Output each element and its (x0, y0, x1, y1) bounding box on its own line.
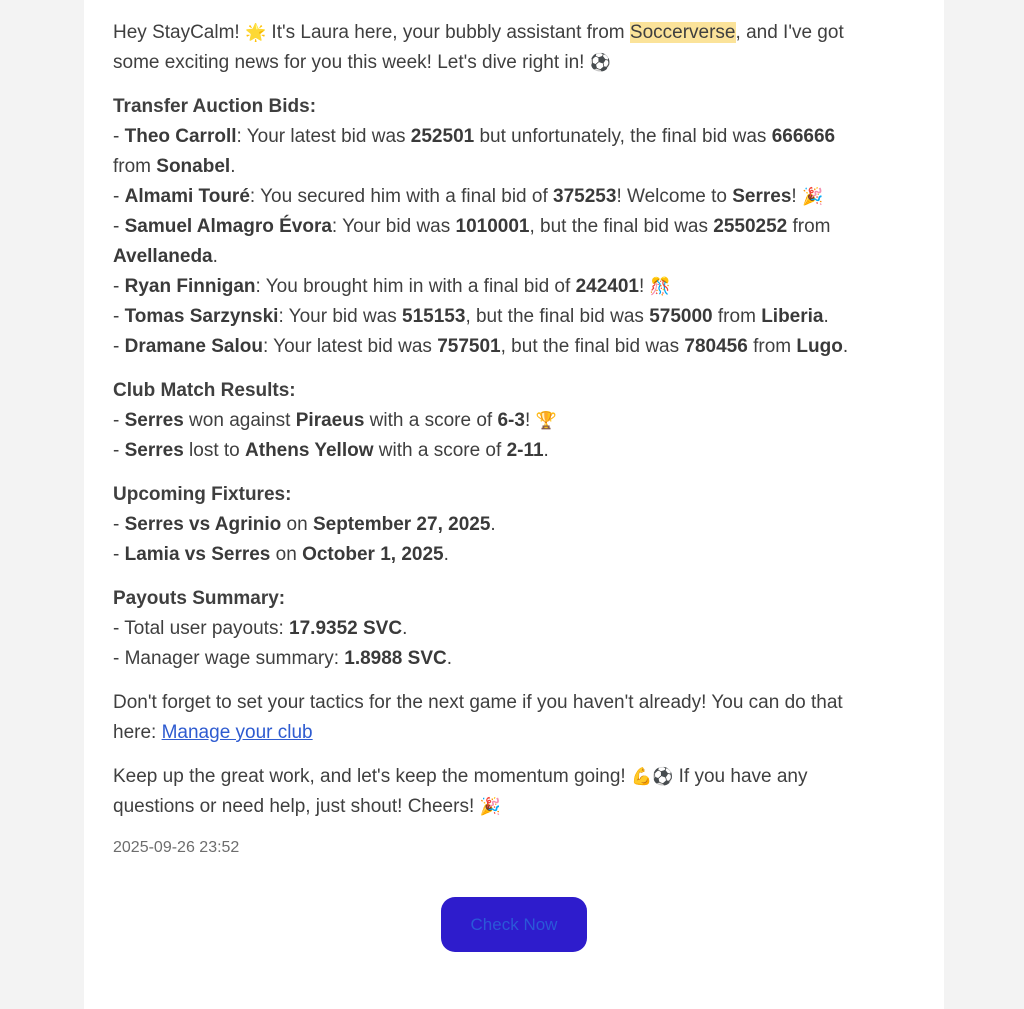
text: , but the final bid was (465, 306, 650, 327)
opponent-name: Athens Yellow (245, 440, 374, 461)
payout-value: 1.8988 SVC (344, 648, 447, 669)
flexed-biceps-soccer-ball-icon: 💪⚽ (631, 767, 674, 786)
text: . (543, 440, 549, 461)
dash: - (113, 216, 125, 237)
club-name: Liberia (761, 306, 824, 327)
intro-paragraph (113, 18, 903, 78)
intro-line-1 (113, 22, 844, 43)
final-bid-value: 375253 (553, 186, 617, 207)
payout-value: 17.9352 SVC (289, 618, 403, 639)
text: : You brought him in with a final bid of (255, 276, 576, 297)
text: ! (791, 186, 802, 207)
text: . (212, 246, 218, 267)
intro-text: It's Laura here, your bubbly assistant from (266, 22, 630, 43)
payouts-section (113, 584, 903, 674)
team-name: Serres (124, 410, 184, 431)
opponent-name: Piraeus (295, 410, 365, 431)
player-name: Theo Carroll (124, 126, 237, 147)
dash: - (113, 410, 125, 431)
transfer-item (113, 332, 903, 362)
dash: - (113, 440, 125, 461)
final-bid-value: 780456 (684, 336, 748, 357)
text: questions or need help, just shout! Cheers! (113, 796, 480, 817)
text: on (270, 544, 303, 565)
score: 2-11 (506, 440, 544, 461)
text: lost to (183, 440, 246, 461)
player-name: Dramane Salou (124, 336, 263, 357)
payout-item (113, 614, 903, 644)
intro-line-2 (113, 52, 611, 73)
payout-label: Manager wage summary: (124, 648, 345, 669)
closing-line-2 (113, 796, 501, 817)
text: : Your bid was (331, 216, 456, 237)
player-name: Almami Touré (124, 186, 250, 207)
text: . (842, 336, 849, 357)
result-item (113, 436, 903, 466)
tactics-paragraph (113, 688, 903, 748)
text: won against (183, 410, 296, 431)
email-card (84, 0, 944, 1009)
bid-value: 1010001 (455, 216, 530, 237)
text: ! Welcome to (616, 186, 733, 207)
results-section (113, 376, 903, 466)
dash: - (113, 618, 125, 639)
intro-text-2: , and I've got (735, 22, 844, 43)
final-bid-value: 242401 (575, 276, 639, 297)
club-name: Sonabel (156, 156, 231, 177)
dash: - (113, 186, 125, 207)
fixture-item (113, 510, 903, 540)
text: from (787, 216, 831, 237)
final-bid-value: 2550252 (713, 216, 788, 237)
payouts-title: Payouts Summary: (113, 588, 286, 609)
player-name: Tomas Sarzynski (124, 306, 279, 327)
party-popper-icon: 🎉 (479, 797, 501, 816)
club-name: Lugo (796, 336, 843, 357)
tactics-line-1: Don't forget to set your tactics for the next game if you haven't already! You can do that (113, 692, 843, 713)
transfer-item (113, 302, 903, 332)
text: but unfortunately, the final bid was (474, 126, 772, 147)
dash: - (113, 544, 125, 565)
text: ! (638, 276, 650, 297)
closing-line-1 (113, 766, 808, 787)
payout-item (113, 644, 903, 674)
result-item (113, 406, 903, 436)
score: 6-3 (497, 410, 525, 431)
text: . (443, 544, 449, 565)
transfer-item (113, 182, 903, 212)
manage-club-link[interactable]: Manage your club (161, 722, 313, 743)
fixture-date: October 1, 2025 (302, 544, 444, 565)
fixture-item (113, 540, 903, 570)
dash: - (113, 126, 125, 147)
email-body (113, 0, 903, 859)
intro-text-3: some exciting news for you this week! Let's dive right in! (113, 52, 590, 73)
fixtures-title: Upcoming Fixtures: (113, 484, 292, 505)
party-popper-icon: 🎉 (801, 187, 824, 206)
brand-highlight: Soccerverse (629, 22, 736, 43)
text: : You secured him with a final bid of (249, 186, 554, 207)
text: . (490, 514, 496, 535)
bid-value: 252501 (410, 126, 475, 147)
dash: - (113, 336, 125, 357)
text: : Your bid was (278, 306, 403, 327)
text: . (446, 648, 453, 669)
text: . (402, 618, 408, 639)
greeting-text: Hey StayCalm! (113, 22, 245, 43)
text: from (747, 336, 797, 357)
text: . (823, 306, 829, 327)
player-name: Samuel Almagro Évora (124, 216, 332, 237)
text: If you have any (673, 766, 808, 787)
closing-paragraph (113, 762, 903, 822)
timestamp: 2025-09-26 23:52 (113, 839, 240, 856)
text: on (281, 514, 313, 535)
dash: - (113, 276, 125, 297)
text: from (113, 156, 157, 177)
tactics-prefix: here: (113, 722, 162, 743)
text: : Your latest bid was (236, 126, 411, 147)
transfer-item (113, 212, 903, 272)
bid-value: 757501 (437, 336, 501, 357)
text: , but the final bid was (500, 336, 685, 357)
transfer-item (113, 122, 903, 182)
text: Keep up the great work, and let's keep the momentum going! (113, 766, 631, 787)
dash: - (113, 648, 125, 669)
dash: - (113, 306, 125, 327)
team-name: Serres (124, 440, 184, 461)
sun-icon: 🌟 (244, 23, 267, 42)
fixture-match: Lamia vs Serres (124, 544, 271, 565)
confetti-icon: 🎊 (649, 277, 671, 296)
fixture-match: Serres vs Agrinio (124, 514, 282, 535)
results-title: Club Match Results: (113, 380, 296, 401)
fixtures-section (113, 480, 903, 570)
text: with a score of (373, 440, 507, 461)
transfers-section (113, 92, 903, 362)
transfers-title: Transfer Auction Bids: (113, 96, 317, 117)
soccer-ball-icon: ⚽ (589, 53, 611, 72)
transfer-item (113, 272, 903, 302)
final-bid-value: 666666 (771, 126, 836, 147)
player-name: Ryan Finnigan (124, 276, 256, 297)
text: ! (524, 410, 536, 431)
check-now-button[interactable]: Check Now (441, 897, 587, 952)
fixture-date: September 27, 2025 (312, 514, 491, 535)
text: . (230, 156, 236, 177)
dash: - (113, 514, 125, 535)
club-name: Avellaneda (113, 246, 213, 267)
text: from (712, 306, 762, 327)
final-bid-value: 575000 (649, 306, 713, 327)
text: with a score of (364, 410, 498, 431)
text: , but the final bid was (529, 216, 714, 237)
payout-label: Total user payouts: (124, 618, 290, 639)
text: : Your latest bid was (262, 336, 438, 357)
bid-value: 515153 (402, 306, 466, 327)
trophy-icon: 🏆 (535, 411, 557, 430)
club-name: Serres (732, 186, 792, 207)
